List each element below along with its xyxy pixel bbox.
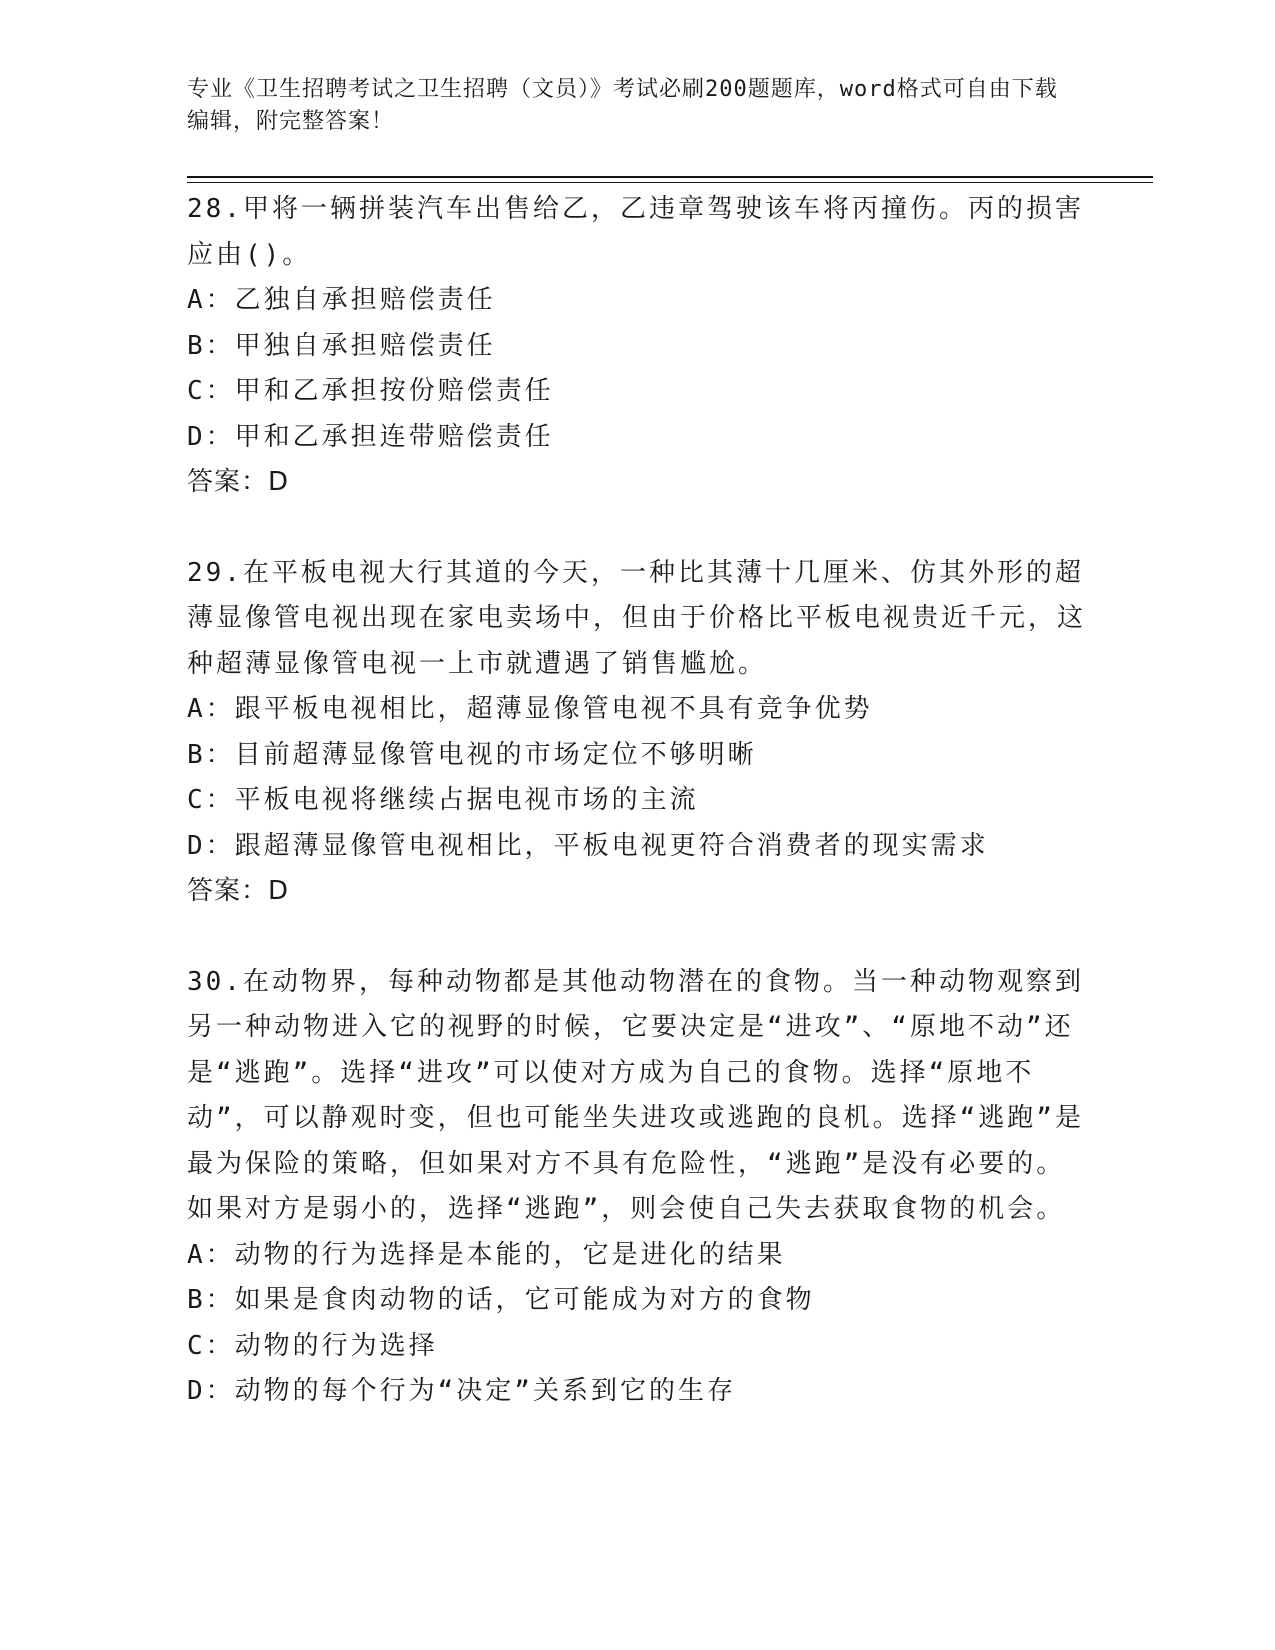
document-header: 专业《卫生招聘考试之卫生招聘（文员）》考试必刷200题题库，word格式可自由下载编辑，附完整答案！ xyxy=(187,77,1058,134)
answer-line: 答案：D xyxy=(187,876,290,906)
question-28 xyxy=(187,187,1087,506)
option-a: A：动物的行为选择是本能的，它是进化的结果 xyxy=(187,1239,786,1270)
question-29 xyxy=(187,551,1087,915)
question-list xyxy=(187,187,1087,1415)
header-divider-thick xyxy=(187,176,1153,178)
option-b: B：甲独自承担赔偿责任 xyxy=(187,330,496,361)
question-stem: 30.在动物界，每种动物都是其他动物潜在的食物。当一种动物观察到另一种动物进入它的视野的时候，它要决定是“进攻”、“原地不动”还是“逃跑”。选择“进攻”可以使对方成为自己的食物。选择“原地不动”，可以静观时变，但也可能坐失进攻或逃跑的良机。选择“逃跑”是最为保险的策略，但如果对方不具有危险性，“逃跑”是没有必要的。如果对方是弱小的，选择“逃跑”，则会使自己失去获取食物的机会。 xyxy=(187,966,1084,1224)
option-d: D：甲和乙承担连带赔偿责任 xyxy=(187,421,554,452)
question-stem: 29.在平板电视大行其道的今天，一种比其薄十几厘米、仿其外形的超薄显像管电视出现在家电卖场中，但由于价格比平板电视贵近千元，这种超薄显像管电视一上市就遭遇了销售尴尬。 xyxy=(187,557,1087,679)
option-a: A：乙独自承担赔偿责任 xyxy=(187,285,496,315)
option-c: C：甲和乙承担按份赔偿责任 xyxy=(187,376,554,406)
option-a: A：跟平板电视相比，超薄显像管电视不具有竞争优势 xyxy=(187,694,873,724)
option-b: B：目前超薄显像管电视的市场定位不够明晰 xyxy=(187,739,757,770)
option-d: D：跟超薄显像管电视相比，平板电视更符合消费者的现实需求 xyxy=(187,830,989,861)
question-30 xyxy=(187,960,1087,1415)
question-spacer xyxy=(187,506,1087,551)
option-b: B：如果是食肉动物的话，它可能成为对方的食物 xyxy=(187,1285,815,1315)
answer-line: 答案：D xyxy=(187,467,290,497)
option-c: C：平板电视将继续占据电视市场的主流 xyxy=(187,785,699,815)
option-d: D：动物的每个行为“决定”关系到它的生存 xyxy=(187,1376,736,1406)
question-spacer xyxy=(187,915,1087,960)
question-stem: 28.甲将一辆拼装汽车出售给乙，乙违章驾驶该车将丙撞伤。丙的损害应由()。 xyxy=(187,194,1084,270)
header-divider-thin xyxy=(187,182,1153,183)
option-c: C：动物的行为选择 xyxy=(187,1330,438,1361)
